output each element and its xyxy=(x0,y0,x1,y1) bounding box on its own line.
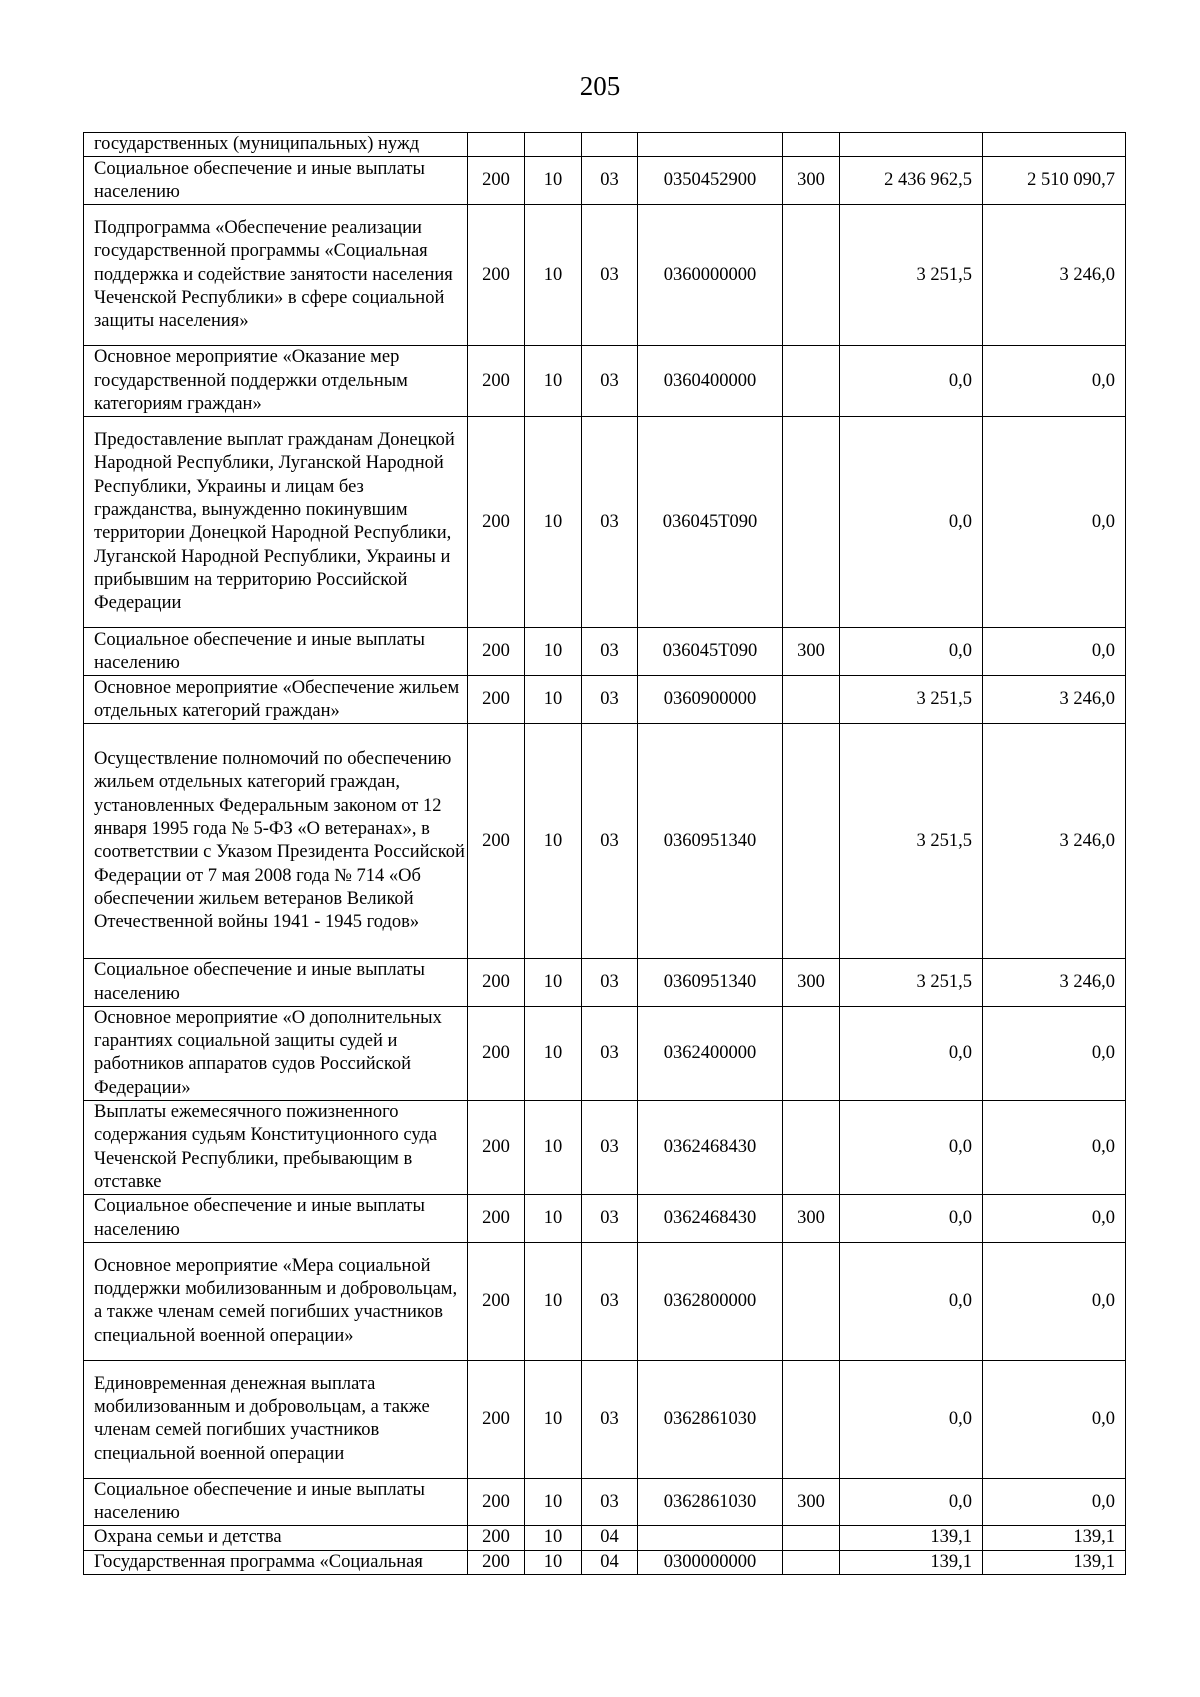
table-row xyxy=(84,724,1126,959)
row-subsection-code xyxy=(582,133,638,157)
row-amount-1: 0,0 xyxy=(840,1101,983,1195)
row-name: Основное мероприятие «Обеспечение жильем отдельных категорий граждан» xyxy=(84,676,468,724)
row-amount-2: 0,0 xyxy=(983,1478,1126,1526)
row-name: Основное мероприятие «Мера социальной поддержки мобилизованным и добровольцам, а также членам семей погибших участников специальной военной операции» xyxy=(84,1242,468,1360)
row-target-code: 0300000000 xyxy=(638,1550,783,1574)
row-subsection-code: 03 xyxy=(582,1242,638,1360)
row-amount-2: 3 246,0 xyxy=(983,959,1126,1007)
row-ministry-code xyxy=(468,133,525,157)
row-subsection-code: 03 xyxy=(582,959,638,1007)
row-ministry-code: 200 xyxy=(468,1101,525,1195)
row-amount-1: 139,1 xyxy=(840,1550,983,1574)
row-expense-type xyxy=(783,1360,840,1478)
row-amount-1: 3 251,5 xyxy=(840,724,983,959)
row-amount-1: 3 251,5 xyxy=(840,676,983,724)
row-amount-2: 2 510 090,7 xyxy=(983,157,1126,205)
row-ministry-code: 200 xyxy=(468,1526,525,1550)
row-target-code: 0362861030 xyxy=(638,1360,783,1478)
row-amount-2: 3 246,0 xyxy=(983,205,1126,346)
table-row xyxy=(84,1550,1126,1574)
row-expense-type xyxy=(783,1006,840,1100)
table-row xyxy=(84,1101,1126,1195)
row-amount-1: 3 251,5 xyxy=(840,959,983,1007)
row-amount-1: 2 436 962,5 xyxy=(840,157,983,205)
row-target-code: 036045Т090 xyxy=(638,417,783,628)
row-amount-2: 139,1 xyxy=(983,1526,1126,1550)
budget-table-body xyxy=(84,133,1126,1575)
row-name: государственных (муниципальных) нужд xyxy=(84,133,468,157)
row-subsection-code: 03 xyxy=(582,205,638,346)
row-expense-type xyxy=(783,346,840,417)
row-section-code xyxy=(525,133,582,157)
row-amount-1: 0,0 xyxy=(840,1478,983,1526)
row-section-code: 10 xyxy=(525,346,582,417)
table-row xyxy=(84,346,1126,417)
row-amount-2: 139,1 xyxy=(983,1550,1126,1574)
table-row xyxy=(84,1526,1126,1550)
row-amount-2: 0,0 xyxy=(983,346,1126,417)
row-amount-1: 0,0 xyxy=(840,1242,983,1360)
row-expense-type: 300 xyxy=(783,1195,840,1243)
row-amount-1: 0,0 xyxy=(840,417,983,628)
row-section-code: 10 xyxy=(525,417,582,628)
row-section-code: 10 xyxy=(525,1006,582,1100)
row-ministry-code: 200 xyxy=(468,959,525,1007)
row-section-code: 10 xyxy=(525,205,582,346)
row-subsection-code: 03 xyxy=(582,1360,638,1478)
row-expense-type xyxy=(783,133,840,157)
row-section-code: 10 xyxy=(525,1478,582,1526)
table-row xyxy=(84,676,1126,724)
row-target-code: 0362400000 xyxy=(638,1006,783,1100)
row-subsection-code: 03 xyxy=(582,1006,638,1100)
row-subsection-code: 03 xyxy=(582,724,638,959)
row-subsection-code: 03 xyxy=(582,417,638,628)
row-name: Охрана семьи и детства xyxy=(84,1526,468,1550)
row-target-code: 036045Т090 xyxy=(638,628,783,676)
row-ministry-code: 200 xyxy=(468,1360,525,1478)
row-ministry-code: 200 xyxy=(468,676,525,724)
row-subsection-code: 03 xyxy=(582,157,638,205)
row-name: Подпрограмма «Обеспечение реализации государственной программы «Социальная поддержка и содействие занятости населения Чеченской Республики» в сфере социальной защиты населения» xyxy=(84,205,468,346)
row-section-code: 10 xyxy=(525,1242,582,1360)
row-target-code: 0360400000 xyxy=(638,346,783,417)
row-expense-type: 300 xyxy=(783,1478,840,1526)
row-subsection-code: 04 xyxy=(582,1526,638,1550)
row-name: Единовременная денежная выплата мобилизованным и добровольцам, а также членам семей погибших участников специальной военной операции xyxy=(84,1360,468,1478)
row-subsection-code: 03 xyxy=(582,1101,638,1195)
row-amount-2: 0,0 xyxy=(983,417,1126,628)
row-amount-2: 0,0 xyxy=(983,1101,1126,1195)
row-amount-2: 3 246,0 xyxy=(983,724,1126,959)
row-expense-type: 300 xyxy=(783,959,840,1007)
row-amount-2: 0,0 xyxy=(983,1195,1126,1243)
row-name: Социальное обеспечение и иные выплаты населению xyxy=(84,628,468,676)
row-amount-1: 139,1 xyxy=(840,1526,983,1550)
row-expense-type xyxy=(783,417,840,628)
row-ministry-code: 200 xyxy=(468,628,525,676)
row-section-code: 10 xyxy=(525,1360,582,1478)
row-section-code: 10 xyxy=(525,1101,582,1195)
table-row xyxy=(84,205,1126,346)
row-name: Социальное обеспечение и иные выплаты населению xyxy=(84,157,468,205)
row-ministry-code: 200 xyxy=(468,417,525,628)
row-amount-2: 0,0 xyxy=(983,1242,1126,1360)
row-amount-2: 0,0 xyxy=(983,1360,1126,1478)
row-target-code: 0362800000 xyxy=(638,1242,783,1360)
row-target-code: 0360900000 xyxy=(638,676,783,724)
row-name: Предоставление выплат гражданам Донецкой Народной Республики, Луганской Народной Республики, Украины и лицам без гражданства, вынужденно покинувшим территории Донецкой Народной Республики, Луганской Народной Республики, Украины и прибывшим на территорию Российской Федерации xyxy=(84,417,468,628)
row-expense-type xyxy=(783,1550,840,1574)
row-name: Осуществление полномочий по обеспечению жильем отдельных категорий граждан, установленных Федеральным законом от 12 января 1995 года № 5-ФЗ «О ветеранах», в соответствии с Указом Президента Российской Федерации от 7 мая 2008 года № 714 «Об обеспечении жильем ветеранов Великой Отечественной войны 1941 - 1945 годов» xyxy=(84,724,468,959)
row-ministry-code: 200 xyxy=(468,346,525,417)
table-row xyxy=(84,959,1126,1007)
row-name: Государственная программа «Социальная xyxy=(84,1550,468,1574)
row-target-code: 0360951340 xyxy=(638,959,783,1007)
row-amount-1: 0,0 xyxy=(840,628,983,676)
table-row xyxy=(84,133,1126,157)
row-subsection-code: 03 xyxy=(582,676,638,724)
row-section-code: 10 xyxy=(525,1195,582,1243)
row-target-code xyxy=(638,1526,783,1550)
row-name: Основное мероприятие «Оказание мер государственной поддержки отдельным категориям граждан» xyxy=(84,346,468,417)
row-target-code: 0350452900 xyxy=(638,157,783,205)
row-amount-1: 0,0 xyxy=(840,346,983,417)
row-target-code: 0362468430 xyxy=(638,1195,783,1243)
table-row xyxy=(84,1478,1126,1526)
row-expense-type xyxy=(783,724,840,959)
row-expense-type: 300 xyxy=(783,157,840,205)
row-target-code: 0360951340 xyxy=(638,724,783,959)
row-ministry-code: 200 xyxy=(468,157,525,205)
row-section-code: 10 xyxy=(525,157,582,205)
row-amount-1: 0,0 xyxy=(840,1006,983,1100)
row-subsection-code: 03 xyxy=(582,1195,638,1243)
row-amount-1: 0,0 xyxy=(840,1360,983,1478)
row-ministry-code: 200 xyxy=(468,1006,525,1100)
row-section-code: 10 xyxy=(525,676,582,724)
row-expense-type xyxy=(783,676,840,724)
row-ministry-code: 200 xyxy=(468,724,525,959)
row-ministry-code: 200 xyxy=(468,1550,525,1574)
row-amount-1: 0,0 xyxy=(840,1195,983,1243)
row-target-code: 0360000000 xyxy=(638,205,783,346)
row-section-code: 10 xyxy=(525,959,582,1007)
row-subsection-code: 03 xyxy=(582,1478,638,1526)
budget-table xyxy=(83,132,1126,1575)
table-row xyxy=(84,628,1126,676)
row-name: Социальное обеспечение и иные выплаты населению xyxy=(84,1478,468,1526)
row-target-code xyxy=(638,133,783,157)
row-amount-2: 3 246,0 xyxy=(983,676,1126,724)
row-expense-type xyxy=(783,205,840,346)
row-section-code: 10 xyxy=(525,1526,582,1550)
row-amount-2: 0,0 xyxy=(983,628,1126,676)
row-expense-type xyxy=(783,1242,840,1360)
row-ministry-code: 200 xyxy=(468,1195,525,1243)
row-target-code: 0362468430 xyxy=(638,1101,783,1195)
row-name: Выплаты ежемесячного пожизненного содержания судьям Конституционного суда Чеченской Республики, пребывающим в отставке xyxy=(84,1101,468,1195)
row-amount-1 xyxy=(840,133,983,157)
table-row xyxy=(84,1195,1126,1243)
table-row xyxy=(84,1006,1126,1100)
row-subsection-code: 03 xyxy=(582,628,638,676)
table-row xyxy=(84,1360,1126,1478)
row-subsection-code: 03 xyxy=(582,346,638,417)
row-section-code: 10 xyxy=(525,628,582,676)
page-number: 205 xyxy=(579,71,621,101)
row-expense-type: 300 xyxy=(783,628,840,676)
row-amount-1: 3 251,5 xyxy=(840,205,983,346)
row-target-code: 0362861030 xyxy=(638,1478,783,1526)
row-name: Основное мероприятие «О дополнительных гарантиях социальной защиты судей и работников аппаратов судов Российской Федерации» xyxy=(84,1006,468,1100)
row-amount-2: 0,0 xyxy=(983,1006,1126,1100)
table-row xyxy=(84,157,1126,205)
row-amount-2 xyxy=(983,133,1126,157)
row-section-code: 10 xyxy=(525,724,582,959)
row-expense-type xyxy=(783,1526,840,1550)
row-subsection-code: 04 xyxy=(582,1550,638,1574)
table-row xyxy=(84,417,1126,628)
row-ministry-code: 200 xyxy=(468,1242,525,1360)
row-section-code: 10 xyxy=(525,1550,582,1574)
table-row xyxy=(84,1242,1126,1360)
row-expense-type xyxy=(783,1101,840,1195)
row-ministry-code: 200 xyxy=(468,205,525,346)
row-name: Социальное обеспечение и иные выплаты населению xyxy=(84,959,468,1007)
row-name: Социальное обеспечение и иные выплаты населению xyxy=(84,1195,468,1243)
row-ministry-code: 200 xyxy=(468,1478,525,1526)
